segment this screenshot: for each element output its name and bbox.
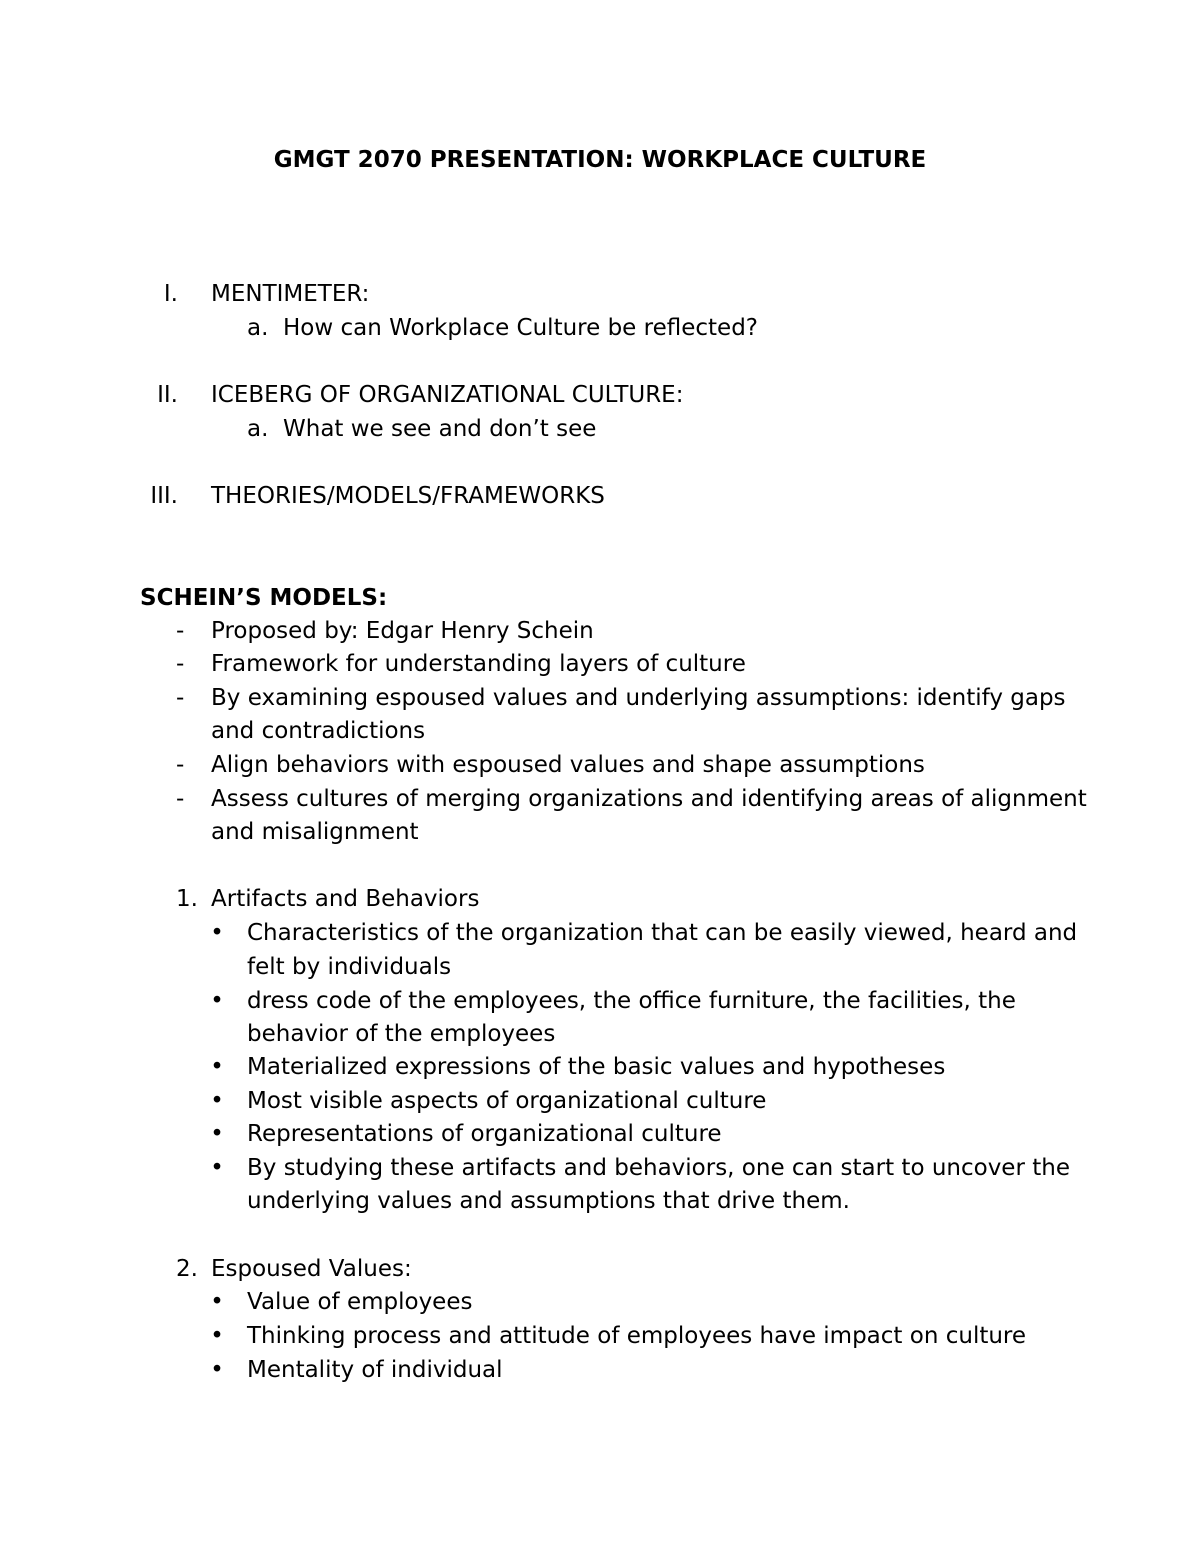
bullet-icon: •	[210, 1054, 224, 1080]
schein-point: Proposed by: Edgar Henry Schein	[211, 618, 594, 644]
espoused-item: Thinking process and attitude of employees have impact on culture	[247, 1323, 1027, 1349]
dash-marker: -	[176, 786, 185, 812]
artifacts-item: dress code of the employees, the office furniture, the facilities, the	[247, 988, 1016, 1014]
outline-numeral-3: III.	[150, 483, 178, 509]
schein-point: Framework for understanding layers of culture	[211, 651, 746, 677]
dash-marker: -	[176, 651, 185, 677]
section-number-1: 1.	[176, 886, 198, 912]
artifacts-item: Characteristics of the organization that can be easily viewed, heard and	[247, 920, 1078, 946]
artifacts-item-continuation: underlying values and assumptions that drive them.	[247, 1188, 850, 1214]
outline-sub-text-1: How can Workplace Culture be reflected?	[283, 315, 759, 341]
outline-label-theories: THEORIES/MODELS/FRAMEWORKS	[211, 483, 605, 509]
artifacts-item: Representations of organizational culture	[247, 1121, 722, 1147]
outline-sub-text-2: What we see and don’t see	[283, 416, 597, 442]
section-label-artifacts: Artifacts and Behaviors	[211, 886, 480, 912]
outline-sub-marker-2: a.	[247, 416, 269, 442]
section-label-espoused-values: Espoused Values:	[211, 1256, 412, 1282]
bullet-icon: •	[210, 1357, 224, 1383]
bullet-icon: •	[210, 1323, 224, 1349]
artifacts-item: By studying these artifacts and behaviors, one can start to uncover the	[247, 1155, 1070, 1181]
bullet-icon: •	[210, 920, 224, 946]
artifacts-item: Most visible aspects of organizational culture	[247, 1088, 767, 1114]
bullet-icon: •	[210, 988, 224, 1014]
schein-point-continuation: and misalignment	[211, 819, 419, 845]
artifacts-item: Materialized expressions of the basic values and hypotheses	[247, 1054, 946, 1080]
outline-sub-marker-1: a.	[247, 315, 269, 341]
dash-marker: -	[176, 685, 185, 711]
section-number-2: 2.	[176, 1256, 198, 1282]
espoused-item: Value of employees	[247, 1289, 473, 1315]
outline-label-mentimeter: MENTIMETER:	[211, 281, 370, 307]
bullet-icon: •	[210, 1088, 224, 1114]
schein-heading: SCHEIN’S MODELS:	[140, 585, 388, 611]
outline-numeral-2: II.	[157, 382, 178, 408]
espoused-item: Mentality of individual	[247, 1357, 503, 1383]
dash-marker: -	[176, 752, 185, 778]
outline-label-iceberg: ICEBERG OF ORGANIZATIONAL CULTURE:	[211, 382, 684, 408]
schein-point: Assess cultures of merging organizations and identifying areas of alignment	[211, 786, 1087, 812]
schein-point: Align behaviors with espoused values and shape assumptions	[211, 752, 925, 778]
bullet-icon: •	[210, 1289, 224, 1315]
artifacts-item-continuation: behavior of the employees	[247, 1021, 556, 1047]
bullet-icon: •	[210, 1121, 224, 1147]
artifacts-item-continuation: felt by individuals	[247, 954, 452, 980]
dash-marker: -	[176, 618, 185, 644]
schein-point: By examining espoused values and underlying assumptions: identify gaps	[211, 685, 1066, 711]
schein-point-continuation: and contradictions	[211, 718, 426, 744]
bullet-icon: •	[210, 1155, 224, 1181]
document-title: GMGT 2070 PRESENTATION: WORKPLACE CULTURE	[273, 147, 927, 173]
outline-numeral-1: I.	[163, 281, 178, 307]
